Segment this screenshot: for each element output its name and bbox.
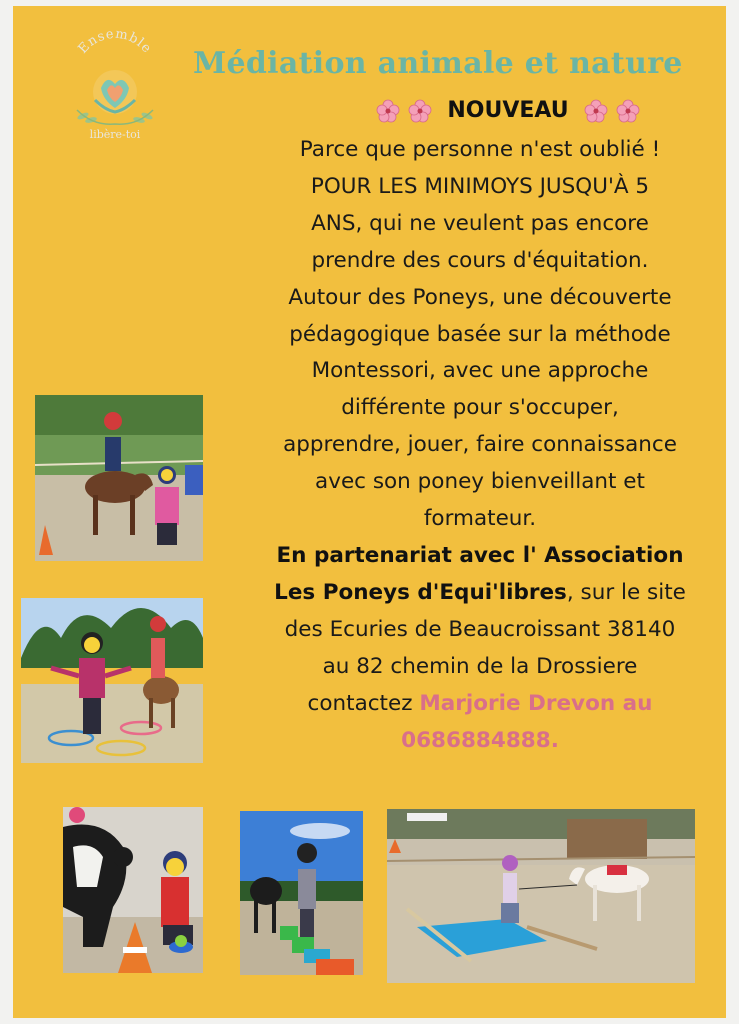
address-line-1: des Ecuries de Beaucroissant 38140 xyxy=(284,616,676,642)
poster xyxy=(13,6,726,1018)
body-line: prendre des cours d'équitation. xyxy=(311,247,649,273)
pony-ride-photo xyxy=(35,395,203,561)
nouveau-banner xyxy=(363,94,653,128)
pony-games-photo xyxy=(21,598,203,763)
svg-text:Ensemble xyxy=(76,30,155,57)
hands-heart-icon xyxy=(93,70,137,114)
logo-tagline: libère-toi xyxy=(89,128,141,141)
hibiscus-flower-icon xyxy=(408,99,432,123)
blocks-photo xyxy=(240,811,363,975)
logo-arc-text: Ensemble xyxy=(75,30,155,57)
association-name: Les Poneys d'Equi'libres xyxy=(274,579,567,605)
body-line: avec son poney bienveillant et xyxy=(315,469,645,495)
body-line: Montessori, avec une approche xyxy=(311,358,649,384)
arena-photo xyxy=(387,809,695,983)
body-line: Parce que personne n'est oublié ! xyxy=(299,137,661,162)
hibiscus-flower-icon xyxy=(376,99,400,123)
body-line: pédagogique basée sur la méthode xyxy=(289,321,671,347)
logo xyxy=(63,30,167,146)
body-line: apprendre, jouer, faire connaissance xyxy=(283,432,677,458)
contact-phone: 0686884888. xyxy=(401,727,559,753)
site-text: , sur le site xyxy=(566,579,686,605)
description xyxy=(245,132,715,759)
partner-line-2 xyxy=(245,575,715,612)
body-line: différente pour s'occuper, xyxy=(341,395,619,421)
hibiscus-flower-icon xyxy=(584,99,608,123)
contact-line xyxy=(245,686,715,723)
partner-line-1: En partenariat avec l' Association xyxy=(276,542,684,568)
body-line: formateur. xyxy=(423,506,537,532)
body-line: ANS, qui ne veulent pas encore xyxy=(311,210,649,236)
body-line: POUR LES MINIMOYS JUSQU'À 5 xyxy=(310,173,650,199)
contact-name: Marjorie Drevon au xyxy=(419,690,653,716)
contact-prefix: contactez xyxy=(307,690,420,716)
page-title: Médiation animale et nature xyxy=(193,46,683,81)
nouveau-label: NOUVEAU xyxy=(447,98,569,123)
address-line-2: au 82 chemin de la Drossiere xyxy=(322,653,638,679)
hibiscus-flower-icon xyxy=(616,99,640,123)
grooming-photo xyxy=(63,807,203,973)
body-line: Autour des Poneys, une découverte xyxy=(288,284,672,310)
